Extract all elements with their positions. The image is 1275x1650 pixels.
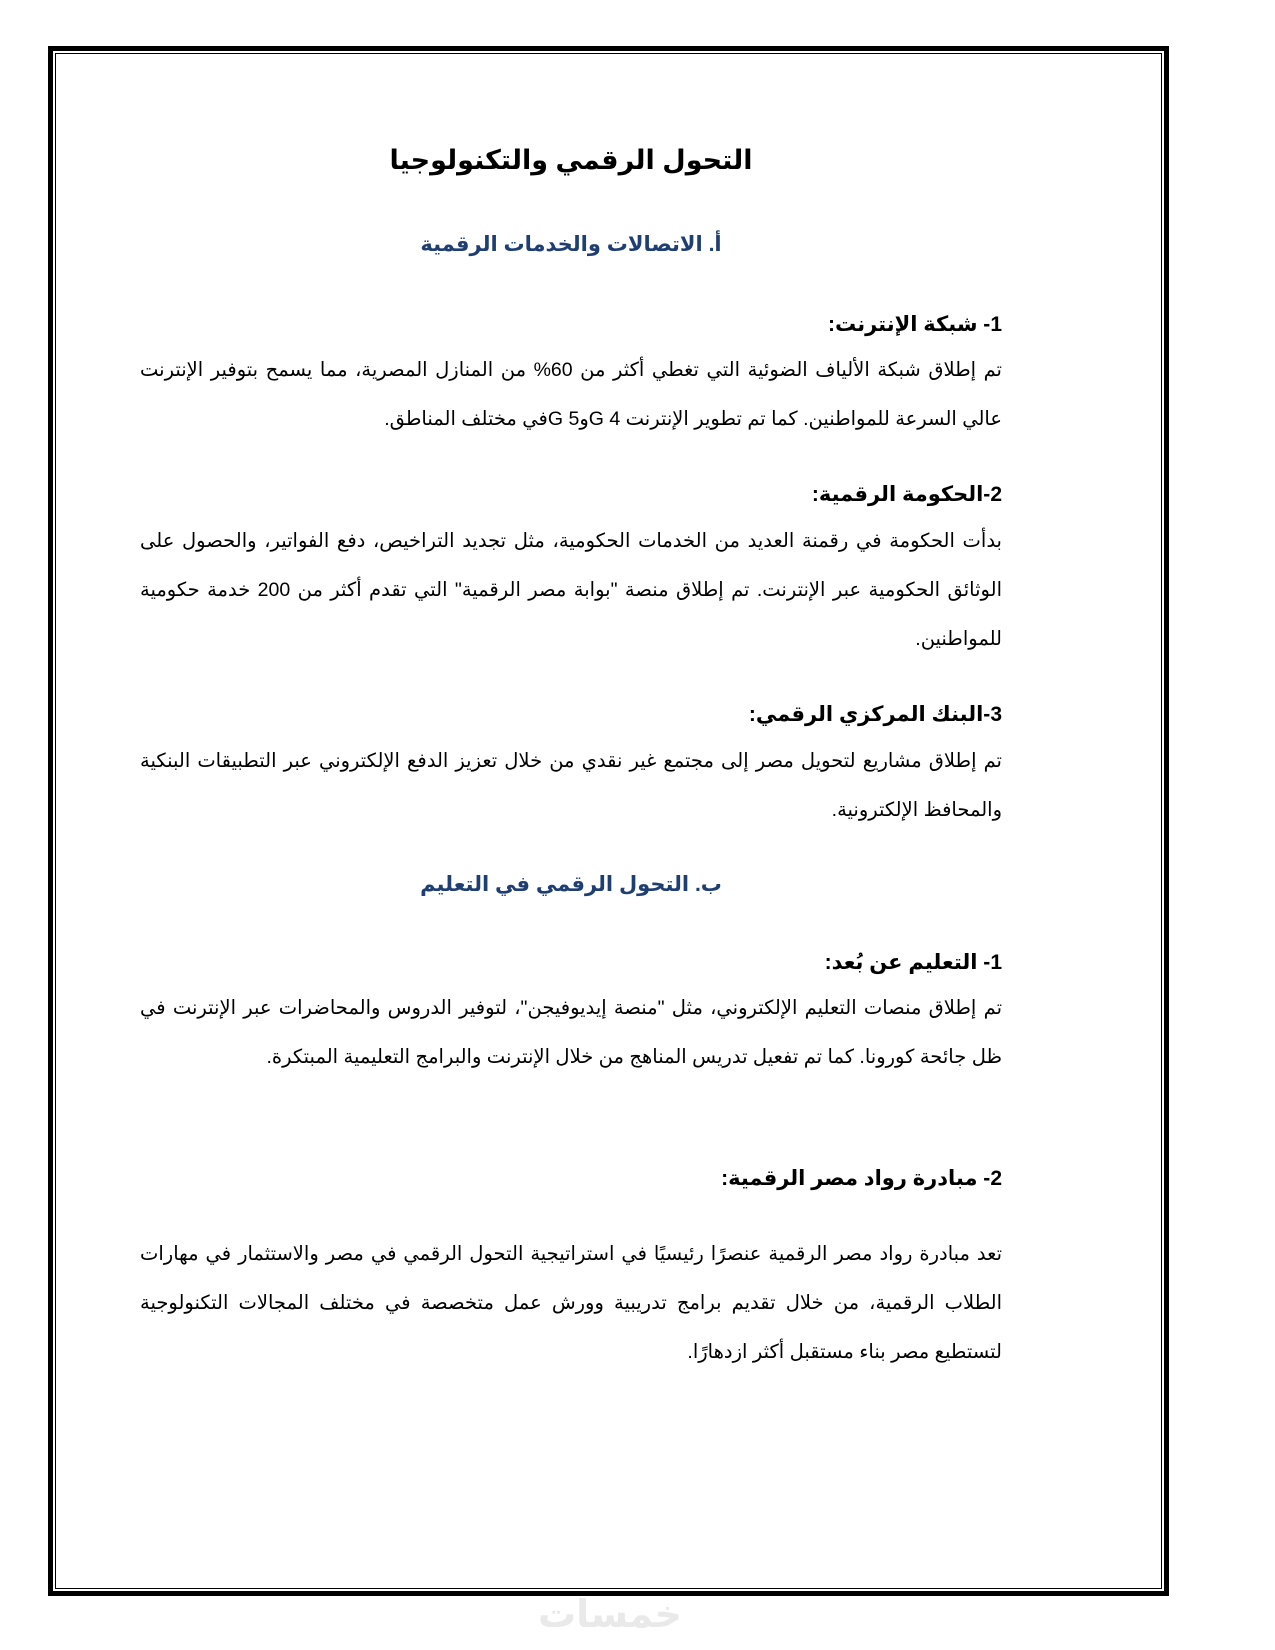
paragraph-digital-government: بدأت الحكومة في رقمنة العديد من الخدمات الحكومية، مثل تجديد التراخيص، دفع الفواتير، والحصول على الوثائق الحكومية عبر الإنترنت. تم إطلاق منصة "بوابة مصر الرقمية" التي تقدم أكثر من 200 خدمة حكومية للمواطنين. (140, 530, 1002, 650)
watermark-logo: خمسات (538, 1592, 682, 1636)
paragraph-distance-learning: تم إطلاق منصات التعليم الإلكتروني، مثل "منصة إيديوفيجن"، لتوفير الدروس والمحاضرات عبر الإنترنت في ظل جائحة كورونا. كما تم تفعيل تدريس المناهج من خلال الإنترنت والبرامج التعليمية المبتكرة. (140, 997, 1002, 1068)
subheading-digital-government: 2-الحكومة الرقمية: (811, 483, 1002, 506)
paragraph-digital-egypt-pioneers: تعد مبادرة رواد مصر الرقمية عنصرًا رئيسيًا في استراتيجية التحول الرقمي في مصر والاستثمار في مهارات الطلاب الرقمية، من خلال تقديم برامج تدريبية وورش عمل متخصصة في مختلف المجالات التكنولوجية لتستطيع مصر بناء مستقبل أكثر ازدهارًا. (140, 1243, 1002, 1363)
subheading-digital-egypt-pioneers: 2- مبادرة رواد مصر الرقمية: (721, 1167, 1002, 1190)
section-heading-education: ب. التحول الرقمي في التعليم (420, 873, 722, 896)
subheading-digital-central-bank: 3-البنك المركزي الرقمي: (748, 703, 1002, 726)
document-title: التحول الرقمي والتكنولوجيا (389, 145, 753, 175)
section-heading-communications: أ. الاتصالات والخدمات الرقمية (420, 233, 722, 256)
subheading-distance-learning: 1- التعليم عن بُعد: (824, 951, 1002, 974)
paragraph-digital-central-bank: تم إطلاق مشاريع لتحويل مصر إلى مجتمع غير نقدي من خلال تعزيز الدفع الإلكتروني عبر التطبيقات البنكية والمحافظ الإلكترونية. (140, 750, 1002, 821)
subheading-internet-network: 1- شبكة الإنترنت: (828, 313, 1002, 336)
paragraph-internet-network: تم إطلاق شبكة الألياف الضوئية التي تغطي أكثر من 60% من المنازل المصرية، مما يسمح بتوفير الإنترنت عالي السرعة للمواطنين. كما تم تطوير الإنترنت 4 Gو5 Gفي مختلف المناطق. (140, 359, 1002, 430)
